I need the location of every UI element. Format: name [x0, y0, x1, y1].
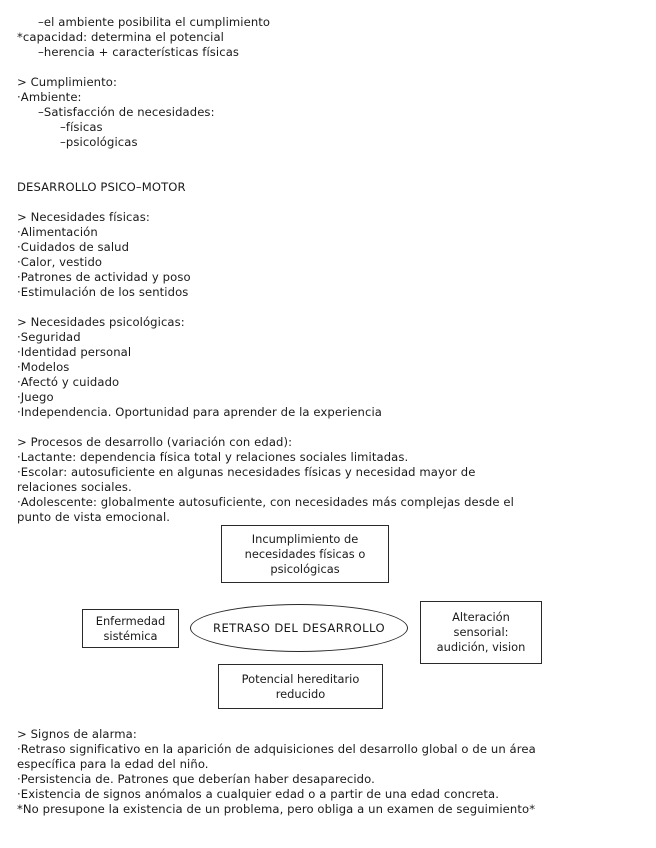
- procesos-line: relaciones sociales.: [17, 480, 132, 494]
- cumplimiento-line-3: –físicas: [60, 120, 103, 134]
- list-item: ·Modelos: [17, 360, 70, 374]
- diagram-box-left-line: sistémica: [103, 628, 158, 643]
- diagram-box-top-line: necesidades físicas o: [244, 546, 366, 561]
- procesos-heading: > Procesos de desarrollo (variación con edad):: [17, 435, 293, 449]
- list-item: ·Patrones de actividad y poso: [17, 270, 191, 284]
- diagram-box-bottom-line: Potencial hereditario: [241, 671, 360, 686]
- cumplimiento-heading: > Cumplimiento:: [17, 75, 117, 89]
- diagram-box-left: [82, 609, 179, 648]
- intro-line-2: *capacidad: determina el potencial: [17, 30, 224, 44]
- list-item: ·Independencia. Oportunidad para aprender de la experiencia: [17, 405, 382, 419]
- diagram-box-right-line: audición, vision: [436, 640, 526, 654]
- procesos-line: ·Escolar: autosuficiente en algunas necesidades físicas y necesidad mayor de: [17, 465, 476, 479]
- alarma-line: específica para la edad del niño.: [17, 757, 209, 771]
- diagram-box-bottom: [218, 664, 383, 709]
- diagram-center-label: RETRASO DEL DESARROLLO: [213, 621, 385, 635]
- procesos-line: ·Adolescente: globalmente autosuficiente, con necesidades más complejas desde el: [17, 495, 514, 509]
- diagram-box-right-line: sensorial:: [453, 625, 509, 639]
- diagram-box-bottom-line: reducido: [275, 686, 326, 701]
- procesos-line: ·Lactante: dependencia física total y relaciones sociales limitadas.: [17, 450, 409, 464]
- diagram-box-top-line: psicológicas: [270, 561, 340, 576]
- diagram-box-right: [420, 601, 542, 664]
- cumplimiento-line-1: ·Ambiente:: [17, 90, 82, 104]
- fisicas-heading: > Necesidades físicas:: [17, 210, 150, 224]
- list-item: ·Calor, vestido: [17, 255, 103, 269]
- list-item: ·Alimentación: [17, 225, 98, 239]
- diagram-box-left-line: Enfermedad: [95, 613, 166, 628]
- list-item: ·Juego: [17, 390, 54, 404]
- diagram-box-top: [221, 525, 389, 583]
- diagram-box-top-line: Incumplimiento de: [251, 531, 359, 546]
- intro-line-1: –el ambiente posibilita el cumplimiento: [38, 15, 271, 29]
- list-item: ·Estimulación de los sentidos: [17, 285, 189, 299]
- intro-line-3: –herencia + características físicas: [38, 45, 240, 59]
- cumplimiento-line-4: –psicológicas: [60, 135, 138, 149]
- alarma-line: ·Existencia de signos anómalos a cualquier edad o a partir de una edad concreta.: [17, 787, 499, 801]
- alarma-line: ·Retraso significativo en la aparición de adquisiciones del desarrollo global o de un área: [17, 742, 536, 756]
- psicologicas-heading: > Necesidades psicológicas:: [17, 315, 185, 329]
- list-item: ·Afectó y cuidado: [17, 375, 120, 389]
- diagram-center-oval: [190, 604, 408, 652]
- procesos-line: punto de vista emocional.: [17, 510, 171, 524]
- list-item: ·Cuidados de salud: [17, 240, 130, 254]
- list-item: ·Identidad personal: [17, 345, 132, 359]
- list-item: ·Seguridad: [17, 330, 81, 344]
- alarma-heading: > Signos de alarma:: [17, 727, 137, 741]
- section-title: DESARROLLO PSICO–MOTOR: [17, 180, 186, 194]
- alarma-note: *No presupone la existencia de un problema, pero obliga a un examen de seguimiento*: [17, 802, 536, 816]
- cumplimiento-line-2: –Satisfacción de necesidades:: [38, 105, 215, 119]
- diagram-box-right-line: Alteración: [452, 610, 510, 624]
- alarma-line: ·Persistencia de. Patrones que deberían haber desaparecido.: [17, 772, 375, 786]
